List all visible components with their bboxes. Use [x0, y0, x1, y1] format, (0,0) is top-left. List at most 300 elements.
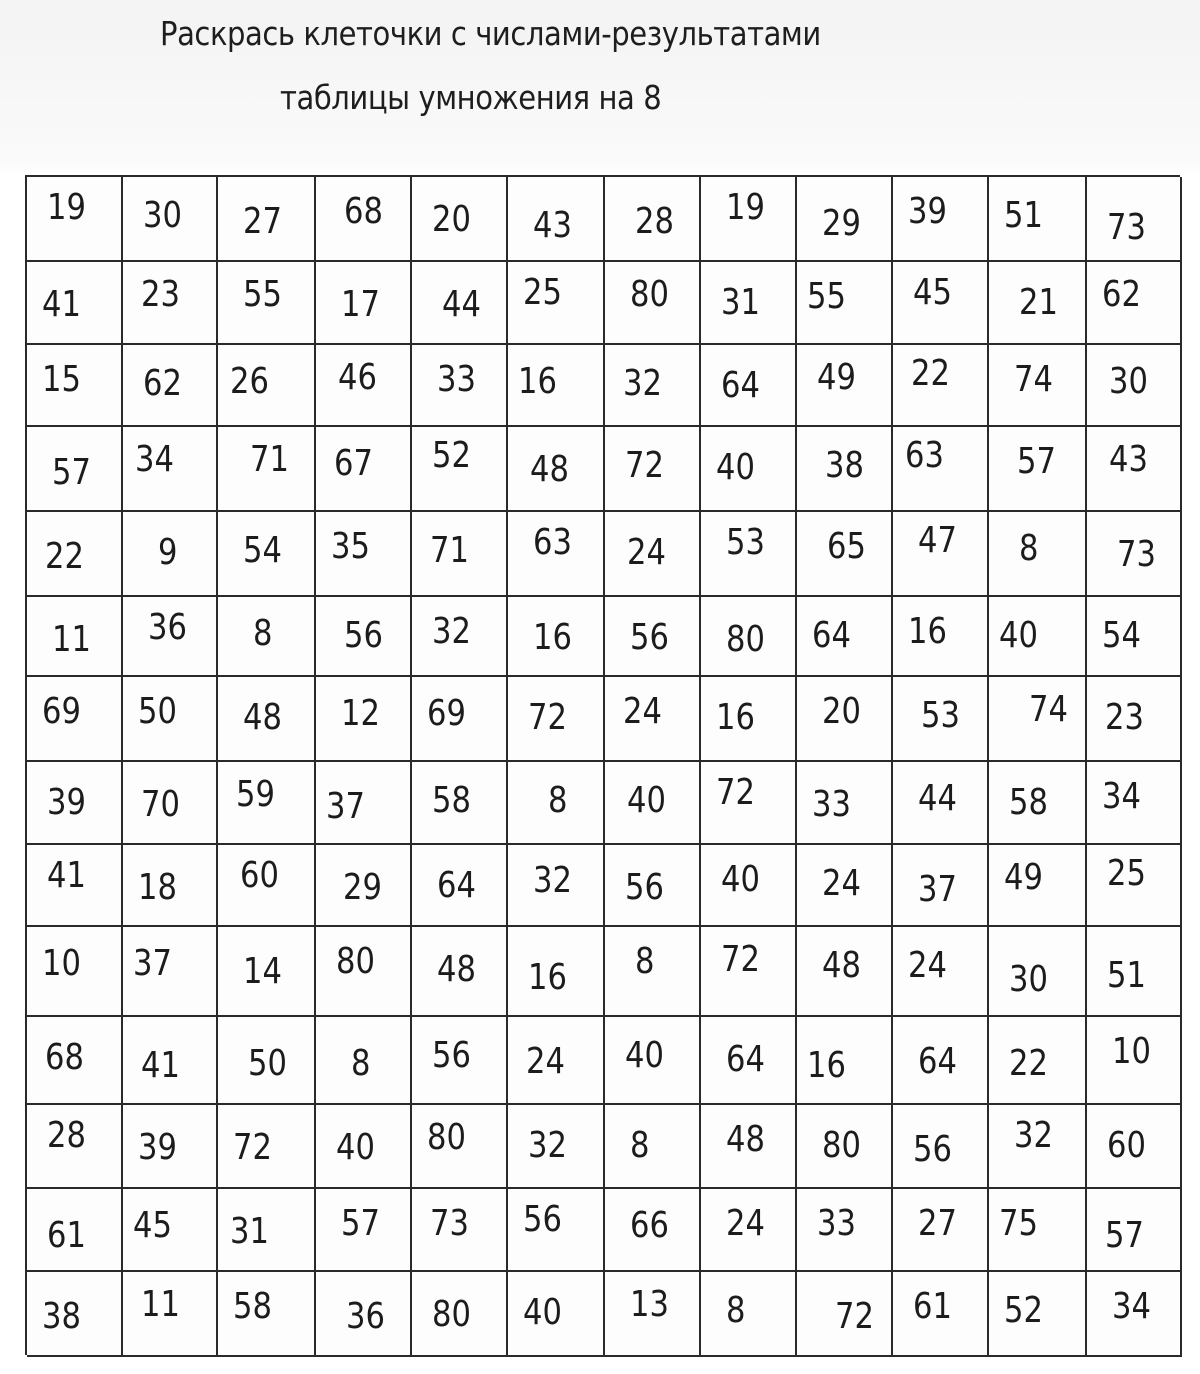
- cell-number: 57: [1017, 441, 1056, 482]
- cell-number: 48: [726, 1119, 765, 1160]
- cell-number: 8: [630, 1125, 650, 1166]
- grid-cell[interactable]: [701, 262, 797, 345]
- grid-cell[interactable]: [1087, 177, 1182, 262]
- grid-cell[interactable]: [316, 1272, 412, 1357]
- cell-number: 25: [523, 272, 562, 313]
- cell-number: 34: [1102, 776, 1141, 817]
- cell-number: 64: [726, 1039, 765, 1080]
- cell-number: 38: [42, 1296, 81, 1337]
- grid-cell[interactable]: [1087, 345, 1182, 427]
- cell-number: 26: [230, 361, 269, 402]
- grid-cell[interactable]: [123, 927, 218, 1017]
- cell-number: 41: [47, 855, 86, 896]
- grid-cell[interactable]: [701, 1017, 797, 1105]
- grid-cell[interactable]: [123, 1105, 218, 1189]
- cell-number: 34: [1112, 1286, 1151, 1327]
- cell-number: 23: [141, 274, 180, 315]
- cell-number: 61: [913, 1286, 952, 1327]
- grid-cell[interactable]: [508, 177, 605, 262]
- cell-number: 8: [1019, 528, 1039, 569]
- grid-cell[interactable]: [27, 1017, 123, 1105]
- grid-cell[interactable]: [27, 597, 123, 677]
- grid-cell[interactable]: [605, 177, 701, 262]
- cell-number: 46: [338, 357, 377, 398]
- grid-cell[interactable]: [1087, 1189, 1182, 1272]
- grid-cell[interactable]: [123, 177, 218, 262]
- cell-number: 73: [430, 1203, 469, 1244]
- grid-cell[interactable]: [27, 345, 123, 427]
- grid-cell[interactable]: [123, 762, 218, 845]
- grid-cell[interactable]: [508, 1105, 605, 1189]
- grid-cell[interactable]: [27, 845, 123, 927]
- grid-cell[interactable]: [989, 1105, 1087, 1189]
- grid-cell[interactable]: [1087, 427, 1182, 512]
- cell-number: 61: [47, 1215, 86, 1256]
- grid-cell[interactable]: [797, 677, 893, 762]
- grid-cell[interactable]: [701, 762, 797, 845]
- cell-number: 80: [336, 941, 375, 982]
- cell-number: 55: [807, 276, 846, 317]
- grid-cell[interactable]: [797, 597, 893, 677]
- grid-cell[interactable]: [605, 512, 701, 597]
- grid-cell[interactable]: [412, 427, 508, 512]
- cell-number: 22: [45, 536, 84, 577]
- grid-cell[interactable]: [893, 1189, 989, 1272]
- cell-number: 24: [623, 691, 662, 732]
- grid-cell[interactable]: [605, 677, 701, 762]
- grid-cell[interactable]: [701, 597, 797, 677]
- grid-cell[interactable]: [123, 512, 218, 597]
- grid-cell[interactable]: [27, 927, 123, 1017]
- cell-number: 39: [47, 782, 86, 823]
- grid-cell[interactable]: [218, 1272, 316, 1357]
- grid-cell[interactable]: [316, 262, 412, 345]
- cell-number: 74: [1014, 359, 1053, 400]
- grid-cell[interactable]: [989, 1272, 1087, 1357]
- cell-number: 13: [630, 1284, 669, 1325]
- grid-cell[interactable]: [893, 677, 989, 762]
- cell-number: 11: [141, 1284, 180, 1325]
- grid-cell[interactable]: [605, 345, 701, 427]
- cell-number: 73: [1107, 207, 1146, 248]
- grid-cell[interactable]: [412, 845, 508, 927]
- cell-number: 20: [432, 199, 471, 240]
- cell-number: 56: [630, 617, 669, 658]
- grid-cell[interactable]: [27, 1189, 123, 1272]
- cell-number: 20: [822, 691, 861, 732]
- grid-cell[interactable]: [412, 677, 508, 762]
- grid-cell[interactable]: [27, 512, 123, 597]
- grid-cell[interactable]: [605, 927, 701, 1017]
- grid-cell[interactable]: [701, 177, 797, 262]
- cell-number: 10: [1112, 1031, 1151, 1072]
- cell-number: 24: [726, 1203, 765, 1244]
- cell-number: 64: [437, 865, 476, 906]
- cell-number: 64: [721, 365, 760, 406]
- grid-cell[interactable]: [412, 927, 508, 1017]
- grid-cell[interactable]: [797, 512, 893, 597]
- cell-number: 40: [336, 1127, 375, 1168]
- grid-cell[interactable]: [989, 262, 1087, 345]
- grid-cell[interactable]: [218, 1189, 316, 1272]
- cell-number: 80: [427, 1117, 466, 1158]
- grid-cell[interactable]: [218, 345, 316, 427]
- grid-cell[interactable]: [218, 1017, 316, 1105]
- cell-number: 50: [248, 1043, 287, 1084]
- grid-cell[interactable]: [218, 1105, 316, 1189]
- grid-cell[interactable]: [1087, 262, 1182, 345]
- grid-cell[interactable]: [989, 677, 1087, 762]
- cell-number: 36: [148, 607, 187, 648]
- cell-number: 32: [623, 363, 662, 404]
- grid-cell[interactable]: [27, 677, 123, 762]
- cell-number: 18: [138, 867, 177, 908]
- cell-number: 14: [243, 951, 282, 992]
- cell-number: 24: [627, 532, 666, 573]
- cell-number: 59: [236, 774, 275, 815]
- grid-cell[interactable]: [605, 1272, 701, 1357]
- grid-cell[interactable]: [508, 1189, 605, 1272]
- grid-cell[interactable]: [797, 177, 893, 262]
- grid-cell[interactable]: [123, 845, 218, 927]
- grid-cell[interactable]: [316, 512, 412, 597]
- grid-cell[interactable]: [701, 927, 797, 1017]
- grid-cell[interactable]: [123, 1017, 218, 1105]
- grid-cell[interactable]: [123, 1189, 218, 1272]
- grid-cell[interactable]: [701, 1105, 797, 1189]
- cell-number: 28: [635, 201, 674, 242]
- cell-number: 71: [430, 530, 469, 571]
- grid-cell[interactable]: [1087, 845, 1182, 927]
- grid-cell[interactable]: [508, 427, 605, 512]
- cell-number: 60: [240, 855, 279, 896]
- cell-number: 51: [1004, 195, 1043, 236]
- grid-cell[interactable]: [605, 762, 701, 845]
- grid-cell[interactable]: [316, 677, 412, 762]
- grid-cell[interactable]: [989, 1189, 1087, 1272]
- grid-cell[interactable]: [412, 177, 508, 262]
- grid-cell[interactable]: [508, 345, 605, 427]
- cell-number: 32: [432, 611, 471, 652]
- grid-cell[interactable]: [701, 845, 797, 927]
- grid-cell[interactable]: [508, 1017, 605, 1105]
- grid-cell[interactable]: [27, 762, 123, 845]
- cell-number: 68: [344, 191, 383, 232]
- grid-cell[interactable]: [123, 597, 218, 677]
- grid-cell[interactable]: [316, 762, 412, 845]
- grid-cell[interactable]: [412, 1017, 508, 1105]
- grid-cell[interactable]: [412, 345, 508, 427]
- grid-cell[interactable]: [123, 427, 218, 512]
- cell-number: 32: [1014, 1115, 1053, 1156]
- grid-cell[interactable]: [989, 427, 1087, 512]
- cell-number: 8: [253, 613, 273, 654]
- cell-number: 16: [528, 957, 567, 998]
- cell-number: 27: [918, 1203, 957, 1244]
- grid-cell[interactable]: [218, 427, 316, 512]
- grid-cell[interactable]: [508, 597, 605, 677]
- cell-number: 57: [52, 452, 91, 493]
- grid-cell[interactable]: [508, 1272, 605, 1357]
- cell-number: 72: [716, 772, 755, 813]
- cell-number: 52: [1004, 1290, 1043, 1331]
- grid-cell[interactable]: [508, 927, 605, 1017]
- grid-cell[interactable]: [1087, 927, 1182, 1017]
- cell-number: 44: [918, 778, 957, 819]
- grid-cell[interactable]: [989, 177, 1087, 262]
- grid-cell[interactable]: [1087, 597, 1182, 677]
- grid-cell[interactable]: [508, 845, 605, 927]
- grid-cell[interactable]: [316, 845, 412, 927]
- cell-number: 53: [921, 695, 960, 736]
- cell-number: 58: [432, 780, 471, 821]
- grid-cell[interactable]: [27, 177, 123, 262]
- grid-cell[interactable]: [218, 512, 316, 597]
- grid-cell[interactable]: [218, 262, 316, 345]
- cell-number: 39: [138, 1127, 177, 1168]
- grid-cell[interactable]: [701, 512, 797, 597]
- cell-number: 54: [243, 530, 282, 571]
- grid-cell[interactable]: [508, 677, 605, 762]
- cell-number: 30: [143, 195, 182, 236]
- grid-cell[interactable]: [893, 177, 989, 262]
- grid-cell[interactable]: [893, 427, 989, 512]
- cell-number: 64: [918, 1041, 957, 1082]
- grid-cell[interactable]: [27, 1272, 123, 1357]
- grid-cell[interactable]: [701, 1272, 797, 1357]
- cell-number: 57: [341, 1203, 380, 1244]
- cell-number: 9: [158, 532, 178, 573]
- cell-number: 24: [526, 1041, 565, 1082]
- cell-number: 8: [548, 780, 568, 821]
- grid-cell[interactable]: [27, 1105, 123, 1189]
- grid-cell[interactable]: [412, 597, 508, 677]
- grid-cell[interactable]: [605, 1017, 701, 1105]
- cell-number: 40: [625, 1035, 664, 1076]
- grid-cell[interactable]: [316, 1105, 412, 1189]
- grid-cell[interactable]: [605, 427, 701, 512]
- cell-number: 8: [635, 941, 655, 982]
- cell-number: 80: [822, 1125, 861, 1166]
- grid-cell[interactable]: [412, 1272, 508, 1357]
- grid-cell[interactable]: [412, 262, 508, 345]
- cell-number: 16: [716, 697, 755, 738]
- cell-number: 53: [726, 522, 765, 563]
- grid-cell[interactable]: [412, 762, 508, 845]
- cell-number: 48: [530, 449, 569, 490]
- grid-cell[interactable]: [989, 927, 1087, 1017]
- cell-number: 48: [437, 949, 476, 990]
- grid-cell[interactable]: [1087, 1017, 1182, 1105]
- cell-number: 50: [138, 691, 177, 732]
- grid-cell[interactable]: [218, 597, 316, 677]
- grid-cell[interactable]: [316, 1017, 412, 1105]
- cell-number: 37: [918, 869, 957, 910]
- cell-number: 73: [1117, 534, 1156, 575]
- cell-number: 48: [243, 697, 282, 738]
- cell-number: 40: [523, 1292, 562, 1333]
- grid-cell[interactable]: [893, 512, 989, 597]
- grid-cell[interactable]: [893, 345, 989, 427]
- grid-cell[interactable]: [27, 427, 123, 512]
- grid-cell[interactable]: [989, 1017, 1087, 1105]
- cell-number: 64: [812, 615, 851, 656]
- cell-number: 72: [721, 939, 760, 980]
- grid-cell[interactable]: [218, 927, 316, 1017]
- cell-number: 17: [341, 284, 380, 325]
- cell-number: 32: [528, 1125, 567, 1166]
- cell-number: 35: [331, 526, 370, 567]
- grid-cell[interactable]: [1087, 1105, 1182, 1189]
- grid-cell[interactable]: [316, 597, 412, 677]
- cell-number: 57: [1105, 1215, 1144, 1256]
- cell-number: 16: [908, 611, 947, 652]
- cell-number: 39: [908, 191, 947, 232]
- cell-number: 48: [822, 945, 861, 986]
- grid-cell[interactable]: [989, 345, 1087, 427]
- grid-cell[interactable]: [797, 1105, 893, 1189]
- cell-number: 10: [42, 943, 81, 984]
- cell-number: 54: [1102, 615, 1141, 656]
- grid-cell[interactable]: [701, 427, 797, 512]
- cell-number: 41: [42, 284, 81, 325]
- cell-number: 60: [1107, 1125, 1146, 1166]
- grid-cell[interactable]: [508, 262, 605, 345]
- cell-number: 40: [721, 859, 760, 900]
- cell-number: 62: [143, 363, 182, 404]
- cell-number: 40: [716, 447, 755, 488]
- grid-cell[interactable]: [123, 345, 218, 427]
- cell-number: 69: [427, 693, 466, 734]
- grid-cell[interactable]: [797, 345, 893, 427]
- cell-number: 45: [133, 1205, 172, 1246]
- cell-number: 80: [630, 274, 669, 315]
- grid-cell[interactable]: [797, 1017, 893, 1105]
- cell-number: 67: [334, 443, 373, 484]
- cell-number: 22: [1009, 1043, 1048, 1084]
- grid-cell[interactable]: [218, 762, 316, 845]
- grid-cell[interactable]: [218, 177, 316, 262]
- cell-number: 80: [726, 619, 765, 660]
- grid-cell[interactable]: [989, 597, 1087, 677]
- cell-number: 40: [999, 615, 1038, 656]
- grid-cell[interactable]: [123, 677, 218, 762]
- cell-number: 16: [533, 617, 572, 658]
- grid-cell[interactable]: [316, 427, 412, 512]
- grid-cell[interactable]: [218, 845, 316, 927]
- cell-number: 49: [1004, 857, 1043, 898]
- grid-cell[interactable]: [893, 597, 989, 677]
- grid-cell[interactable]: [1087, 1272, 1182, 1357]
- grid-cell[interactable]: [412, 512, 508, 597]
- number-grid: [25, 175, 1180, 1355]
- cell-number: 33: [437, 359, 476, 400]
- cell-number: 68: [45, 1037, 84, 1078]
- grid-cell[interactable]: [701, 677, 797, 762]
- grid-cell[interactable]: [893, 1017, 989, 1105]
- grid-cell[interactable]: [316, 345, 412, 427]
- grid-cell[interactable]: [605, 1189, 701, 1272]
- grid-cell[interactable]: [893, 927, 989, 1017]
- grid-cell[interactable]: [123, 1272, 218, 1357]
- grid-cell[interactable]: [893, 262, 989, 345]
- grid-cell[interactable]: [797, 762, 893, 845]
- cell-number: 8: [351, 1043, 371, 1084]
- cell-number: 16: [807, 1045, 846, 1086]
- cell-number: 43: [533, 205, 572, 246]
- cell-number: 22: [911, 353, 950, 394]
- grid-cell[interactable]: [797, 845, 893, 927]
- grid-cell[interactable]: [893, 1272, 989, 1357]
- grid-cell[interactable]: [1087, 677, 1182, 762]
- cell-number: 56: [344, 615, 383, 656]
- grid-cell[interactable]: [989, 762, 1087, 845]
- grid-cell[interactable]: [989, 845, 1087, 927]
- cell-number: 40: [627, 780, 666, 821]
- cell-number: 8: [726, 1290, 746, 1331]
- cell-number: 72: [528, 697, 567, 738]
- grid-cell[interactable]: [412, 1105, 508, 1189]
- grid-cell[interactable]: [701, 1189, 797, 1272]
- grid-cell[interactable]: [218, 677, 316, 762]
- cell-number: 65: [827, 526, 866, 567]
- cell-number: 56: [523, 1199, 562, 1240]
- grid-cell[interactable]: [605, 1105, 701, 1189]
- grid-cell[interactable]: [797, 1272, 893, 1357]
- cell-number: 37: [326, 786, 365, 827]
- grid-cell[interactable]: [316, 927, 412, 1017]
- grid-cell[interactable]: [989, 512, 1087, 597]
- grid-cell[interactable]: [797, 262, 893, 345]
- grid-cell[interactable]: [123, 262, 218, 345]
- cell-number: 51: [1107, 955, 1146, 996]
- cell-number: 72: [233, 1127, 272, 1168]
- grid-cell[interactable]: [797, 1189, 893, 1272]
- cell-number: 19: [47, 187, 86, 228]
- grid-cell[interactable]: [316, 177, 412, 262]
- grid-cell[interactable]: [27, 262, 123, 345]
- cell-number: 62: [1102, 274, 1141, 315]
- cell-number: 33: [812, 784, 851, 825]
- cell-number: 27: [243, 201, 282, 242]
- cell-number: 38: [825, 445, 864, 486]
- grid-cell[interactable]: [797, 927, 893, 1017]
- worksheet-title-line-1: Раскрась клеточки с числами-результатами: [160, 14, 821, 53]
- cell-number: 58: [233, 1286, 272, 1327]
- grid-cell[interactable]: [316, 1189, 412, 1272]
- grid-cell[interactable]: [893, 762, 989, 845]
- grid-cell[interactable]: [605, 597, 701, 677]
- grid-cell[interactable]: [508, 512, 605, 597]
- cell-number: 75: [999, 1203, 1038, 1244]
- cell-number: 58: [1009, 782, 1048, 823]
- grid-cell[interactable]: [508, 762, 605, 845]
- grid-cell[interactable]: [893, 1105, 989, 1189]
- cell-number: 43: [1109, 439, 1148, 480]
- cell-number: 69: [42, 691, 81, 732]
- grid-cell[interactable]: [1087, 512, 1182, 597]
- grid-cell[interactable]: [893, 845, 989, 927]
- grid-cell[interactable]: [605, 262, 701, 345]
- grid-cell[interactable]: [605, 845, 701, 927]
- cell-number: 33: [817, 1203, 856, 1244]
- grid-cell[interactable]: [1087, 762, 1182, 845]
- grid-cell[interactable]: [797, 427, 893, 512]
- grid-cell[interactable]: [412, 1189, 508, 1272]
- grid-cell[interactable]: [701, 345, 797, 427]
- cell-number: 47: [918, 520, 957, 561]
- cell-number: 32: [533, 860, 572, 901]
